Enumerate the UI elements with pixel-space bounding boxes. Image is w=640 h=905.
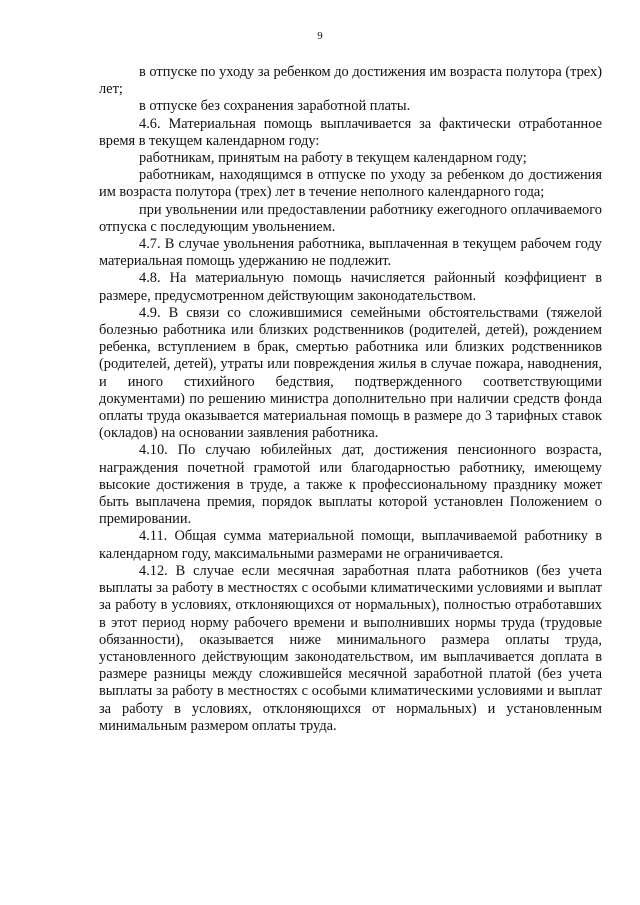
paragraph-4-7: 4.7. В случае увольнения работника, выплаченная в текущем рабочем году материальная помощь удержанию не подлежит.: [99, 236, 602, 270]
paragraph-unpaid-leave: в отпуске без сохранения заработной платы.: [139, 98, 411, 115]
paragraph-partial-year-leave: работникам, находящимся в отпуске по уходу за ребенком до достижения им возраста полутора (трех) лет в течение неполного календарного года;: [99, 167, 602, 201]
page-number: 9: [317, 30, 323, 42]
paragraph-4-8: 4.8. На материальную помощь начисляется районный коэффициент в размере, предусмотренном действующим законодательством.: [99, 270, 602, 304]
document-body: [99, 64, 602, 735]
paragraph-newly-hired: работникам, принятым на работу в текущем календарном году;: [139, 150, 527, 167]
paragraph-4-12: 4.12. В случае если месячная заработная плата работников (без учета выплаты за работу в местностях с особыми климатическими условиями и выплат за работу в условиях, отклоняющихся от нормальных), полностью отработавших в этот период норму рабочего времени и выполнивших нормы труда (трудовые обязанности), оказывается ниже минимального размера оплаты труда, установленного действующим законодательством, им выплачивается доплата в размере разницы между сложившейся месячной заработной платой (без учета выплаты за работу в местностях с особыми климатическими условиями и выплат за работу в условиях, отклоняющихся от нормальных) и установленным минимальным размером оплаты труда.: [99, 562, 602, 734]
paragraph-4-11: 4.11. Общая сумма материальной помощи, выплачиваемой работнику в календарном году, максимальными размерами не ограничивается.: [99, 528, 602, 562]
paragraph-4-10: 4.10. По случаю юбилейных дат, достижения пенсионного возраста, награждения почетной грамотой или благодарностью работнику, имеющему высокие достижения в труде, а также к профессиональному празднику может быть выплачена премия, порядок выплаты которой установлен Положением о премировании.: [99, 442, 602, 528]
paragraph-4-6: 4.6. Материальная помощь выплачивается за фактически отработанное время в текущем календарном году:: [99, 115, 602, 149]
paragraph-4-9: 4.9. В связи со сложившимися семейными обстоятельствами (тяжелой болезнью работника или близких родственников (родителей, детей), рождением ребенка, вступлением в брак, смертью работника или близких родственников (родителей, детей), утраты или повреждения жилья в случае пожара, наводнения, и иного стихийного бедствия, подтвержденного соответствующими документами) по решению министра дополнительно при наличии средств фонда оплаты труда оказывается материальная помощь в размере до 3 тарифных ставок (окладов) на основании заявления работника.: [99, 304, 602, 442]
paragraph-childcare-leave: в отпуске по уходу за ребенком до достижения им возраста полутора (трех) лет;: [99, 64, 602, 98]
paragraph-dismissal: при увольнении или предоставлении работнику ежегодного оплачиваемого отпуска с последующим увольнением.: [99, 201, 602, 235]
